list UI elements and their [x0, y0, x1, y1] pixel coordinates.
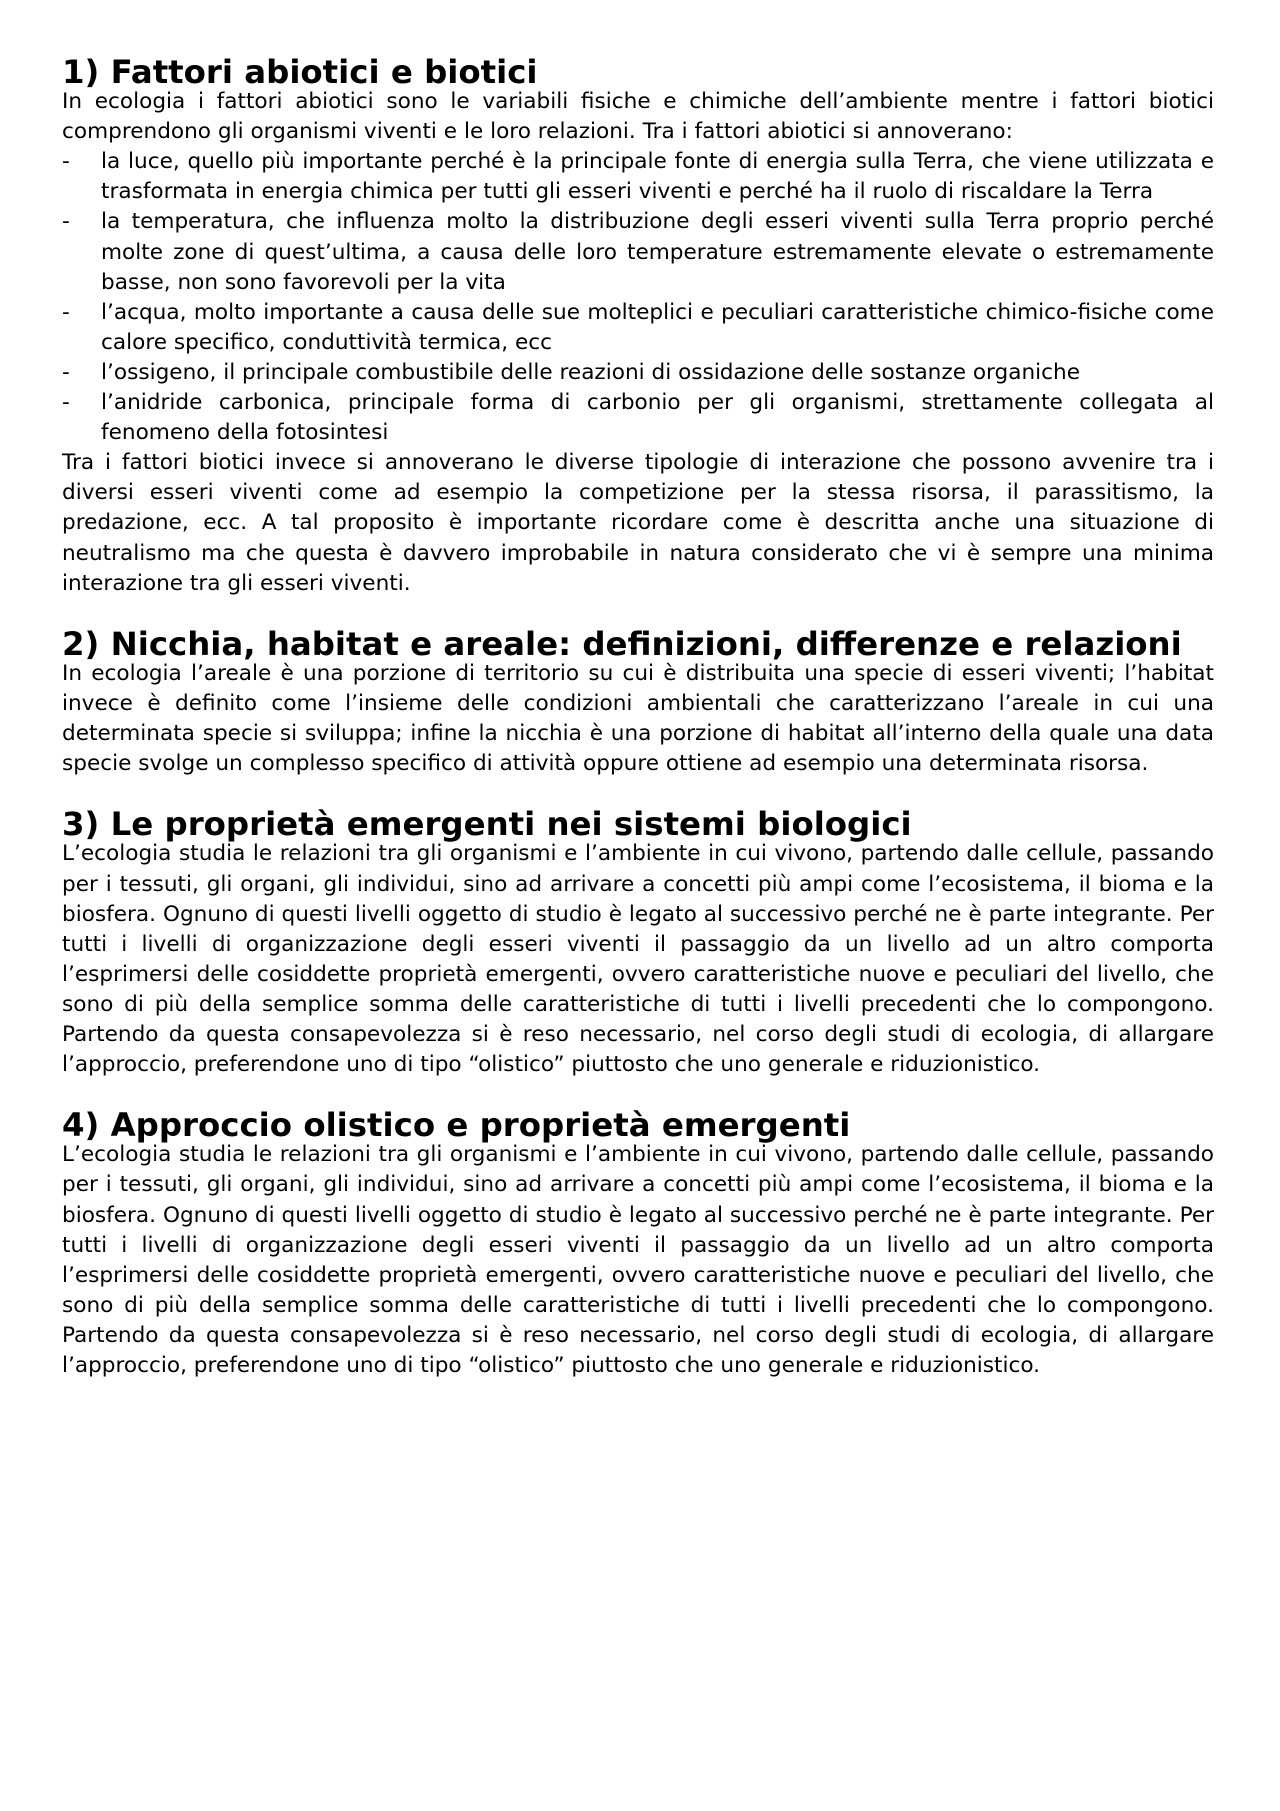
section-heading: 3) Le proprietà emergenti nei sistemi biologici	[62, 805, 912, 844]
list-item	[62, 358, 1214, 388]
section-intro: In ecologia i fattori abiotici sono le variabili fisiche e chimiche dell’ambiente mentre i fattori biotici comprendono gli organismi viventi e le loro relazioni. Tra i fattori abiotici si annoverano:	[62, 89, 1214, 145]
section-outro: Tra i fattori biotici invece si annoverano le diverse tipologie di interazione che possono avvenire tra i diversi esseri viventi come ad esempio la competizione per la stessa risorsa, il parassitismo, la predazione, ecc. A tal proposito è importante ricordare come è descritta anche una situazione di neutralismo ma che questa è davvero improbabile in natura considerato che vi è sempre una minima interazione tra gli esseri viventi.	[62, 450, 1214, 596]
dash-bullet: -	[62, 359, 70, 385]
list-item	[62, 147, 1214, 207]
section-niche-habitat-range	[62, 624, 1214, 779]
section-heading: 4) Approccio olistico e proprietà emergenti	[62, 1106, 851, 1145]
list-item-text: l’anidride carbonica, principale forma di carbonio per gli organismi, strettamente collegata al fenomeno della fotosintesi	[101, 390, 1214, 446]
list-item-text: l’acqua, molto importante a causa delle sue molteplici e peculiari caratteristiche chimico-fisiche come calore specifico, conduttività termica, ecc	[101, 299, 1214, 355]
list-item	[62, 298, 1214, 358]
list-item	[62, 388, 1214, 448]
section-heading: 2) Nicchia, habitat e areale: definizioni, differenze e relazioni	[62, 624, 1182, 663]
section-body: L’ecologia studia le relazioni tra gli organismi e l’ambiente in cui vivono, partendo dalle cellule, passando per i tessuti, gli organi, gli individui, sino ad arrivare a concetti più ampi come l’ecosistema, il bioma e la biosfera. Ognuno di questi livelli oggetto di studio è legato al successivo perché ne è parte integrante. Per tutti i livelli di organizzazione degli esseri viventi il passaggio da un livello ad un altro comporta l’esprimersi delle cosiddette proprietà emergenti, ovvero caratteristiche nuove e peculiari del livello, che sono di più della semplice somma delle caratteristiche di tutti i livelli precedenti che lo compongono. Partendo da questa consapevolezza si è reso necessario, nel corso degli studi di ecologia, di allargare l’approccio, preferendone uno di tipo “olistico” piuttosto che uno generale e riduzionistico.	[62, 841, 1214, 1078]
list-item-text: l’ossigeno, il principale combustibile delle reazioni di ossidazione delle sostanze organiche	[101, 359, 1081, 385]
section-body: L’ecologia studia le relazioni tra gli organismi e l’ambiente in cui vivono, partendo dalle cellule, passando per i tessuti, gli organi, gli individui, sino ad arrivare a concetti più ampi come l’ecosistema, il bioma e la biosfera. Ognuno di questi livelli oggetto di studio è legato al successivo perché ne è parte integrante. Per tutti i livelli di organizzazione degli esseri viventi il passaggio da un livello ad un altro comporta l’esprimersi delle cosiddette proprietà emergenti, ovvero caratteristiche nuove e peculiari del livello, che sono di più della semplice somma delle caratteristiche di tutti i livelli precedenti che lo compongono. Partendo da questa consapevolezza si è reso necessario, nel corso degli studi di ecologia, di allargare l’approccio, preferendone uno di tipo “olistico” piuttosto che uno generale e riduzionistico.	[62, 1142, 1214, 1379]
dash-bullet: -	[62, 209, 70, 235]
section-holistic-approach	[62, 1106, 1214, 1381]
list-item-text: la temperatura, che influenza molto la distribuzione degli esseri viventi sulla Terra proprio perché molte zone di quest’ultima, a causa delle loro temperature estremamente elevate o estremamente basse, non sono favorevoli per la vita	[101, 209, 1214, 295]
section-heading: 1) Fattori abiotici e biotici	[62, 53, 538, 91]
document-page	[62, 53, 1214, 1381]
section-emergent-properties	[62, 805, 1214, 1080]
section-body: In ecologia l’areale è una porzione di territorio su cui è distribuita una specie di esseri viventi; l’habitat invece è definito come l’insieme delle condizioni ambientali che caratterizzano l’areale in cui una determinata specie si sviluppa; infine la nicchia è una porzione di habitat all’interno della quale una data specie svolge un complesso specifico di attività oppure ottiene ad esempio una determinata risorsa.	[62, 660, 1214, 777]
abiotic-factors-list	[62, 147, 1214, 448]
dash-bullet: -	[62, 390, 70, 416]
dash-bullet: -	[62, 149, 70, 175]
dash-bullet: -	[62, 299, 70, 325]
list-item-text: la luce, quello più importante perché è la principale fonte di energia sulla Terra, che viene utilizzata e trasformata in energia chimica per tutti gli esseri viventi e perché ha il ruolo di riscaldare la Terra	[101, 149, 1214, 205]
list-item	[62, 207, 1214, 297]
section-abiotic-biotic-factors	[62, 53, 1214, 599]
